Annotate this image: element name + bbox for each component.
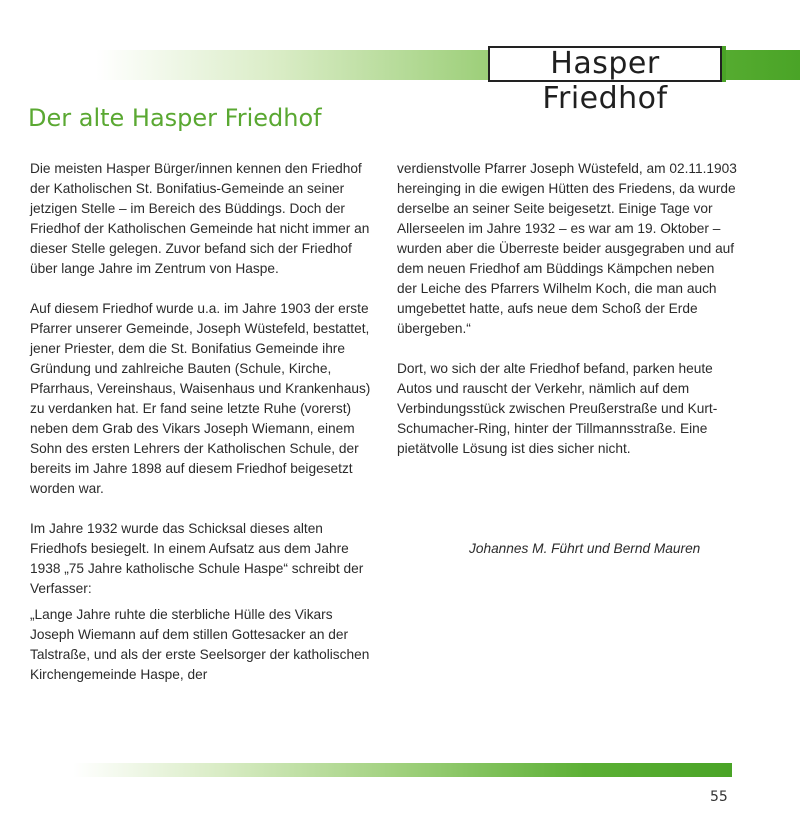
section-title-box [488, 46, 722, 116]
section-title: Hasper Friedhof [542, 46, 668, 116]
paragraph-fate: Im Jahre 1932 wurde das Schicksal dieses alten Friedhofs besiegelt. In einem Aufsatz aus dem Jahre 1938 „75 Jahre katholische Schule Haspe“ schreibt der Verfasser: [30, 521, 364, 596]
page-number: 55 [710, 789, 728, 805]
header-accent-end [722, 46, 726, 82]
left-column [30, 159, 375, 685]
author-signature: Johannes M. Führt und Bernd Mauren [469, 541, 701, 556]
paragraph-pastor: Auf diesem Friedhof wurde u.a. im Jahre 1903 der erste Pfarrer unserer Gemeinde, Joseph Wüstefeld, bestattet, jener Priester, dem die St. Bonifatius Gemeinde ihre Gründung und zahlreiche Bauten (Schule, Kirche, Pfarrhaus, Vereinshaus, Waisenhaus und Krankenhaus) zu verdanken hat. Er fand seine letzte Ruhe (vorerst) neben dem Grab des Vikars Joseph Wiemann, einem Sohn des ersten Lehrers der Katholischen Schule, der bereits im Jahre 1898 auf diesem Friedhof beigesetzt worden war. [30, 301, 371, 496]
article-title: Der alte Hasper Friedhof [28, 104, 322, 132]
paragraph-final: Dort, wo sich der alte Friedhof befand, parken heute Autos und rauscht der Verkehr, nämlich auf dem Verbindungsstück zwischen Preußerstraße und Kurt-Schumacher-Ring, hinter der Tillmannsstraße. Eine pietätvolle Lösung ist dies sicher nicht. [397, 361, 718, 456]
quote-start: „Lange Jahre ruhte die sterbliche Hülle des Vikars Joseph Wiemann auf dem stillen Gottesacker an der Talstraße, und als der erste Seelsorger der katholischen Kirchengemeinde Haspe, der [30, 607, 370, 682]
footer-gradient-bar [0, 763, 732, 777]
right-column [397, 159, 737, 459]
paragraph-intro: Die meisten Hasper Bürger/innen kennen den Friedhof der Katholischen St. Bonifatius-Gemeinde an seiner jetzigen Stelle – im Bereich des Büddings. Doch der Friedhof der Katholischen Gemeinde hat nicht immer an dieser Stelle gelegen. Zuvor befand sich der Friedhof über lange Jahre im Zentrum von Haspe. [30, 161, 370, 276]
quote-continued: verdienstvolle Pfarrer Joseph Wüstefeld, am 02.11.1903 hereinging in die ewigen Hütten des Friedens, da wurde derselbe an seiner Seite beigesetzt. Einige Tage vor Allerseelen im Jahre 1932 – es war am 19. Oktober – wurden aber die Überreste beider ausgegraben und auf dem neuen Friedhof am Büddings Kämpchen neben der Leiche des Pfarrers Wilhelm Koch, die man auch umgebettet hatte, aufs neue dem Schoß der Erde übergeben.“ [397, 161, 737, 336]
